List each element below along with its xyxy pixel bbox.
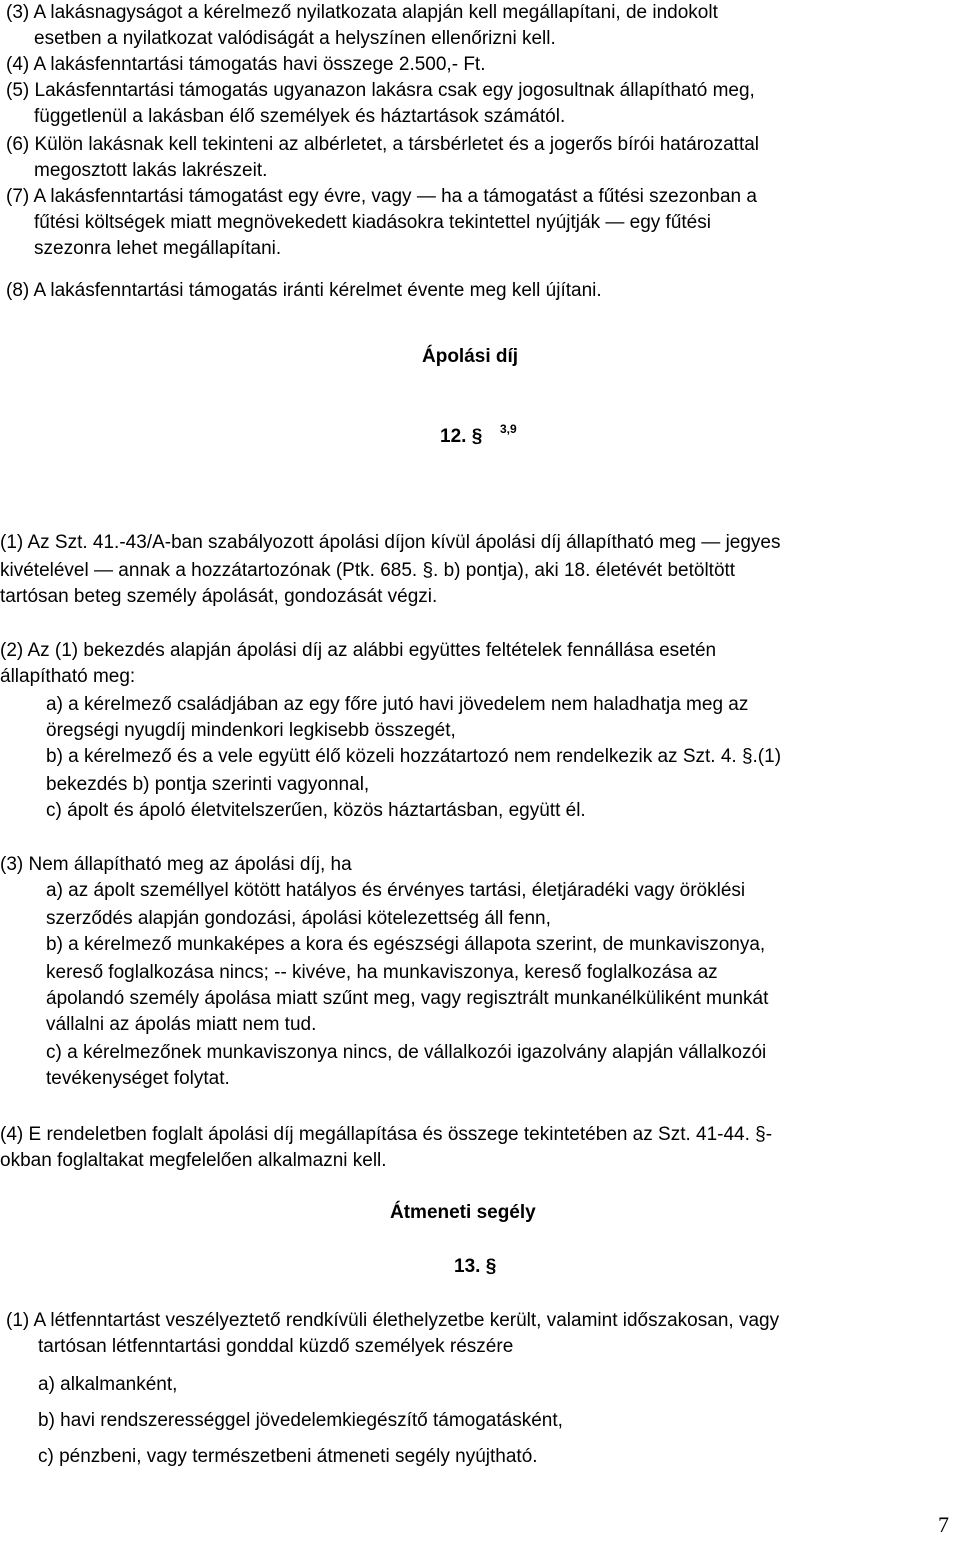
text-line: (2) Az (1) bekezdés alapján ápolási díj az alábbi együttes feltételek fennállása esetén bbox=[0, 640, 717, 661]
page-number: 7 bbox=[938, 1512, 949, 1537]
footnote-reference: 3,9 bbox=[500, 422, 517, 436]
text-line: okban foglaltakat megfelelően alkalmazni kell. bbox=[0, 1150, 387, 1171]
paragraph-number: 13. § bbox=[454, 1256, 497, 1277]
text-line: vállalni az ápolás miatt nem tud. bbox=[46, 1014, 317, 1035]
text-line: (7) A lakásfenntartási támogatást egy évre, vagy ― ha a támogatást a fűtési szezonban a bbox=[6, 186, 757, 207]
text-line: kereső foglalkozása nincs; -- kivéve, ha munkaviszonya, kereső foglalkozása az bbox=[46, 962, 718, 983]
text-line: b) a kérelmező munkaképes a kora és egészségi állapota szerint, de munkaviszonya, bbox=[46, 934, 766, 955]
text-line: állapítható meg: bbox=[0, 666, 136, 687]
text-line: (3) Nem állapítható meg az ápolási díj, ha bbox=[0, 854, 352, 875]
text-line: (6) Külön lakásnak kell tekinteni az albérletet, a társbérletet és a jogerős bírói határozattal bbox=[6, 134, 760, 155]
text-line: c) pénzbeni, vagy természetbeni átmeneti segély nyújtható. bbox=[38, 1446, 538, 1467]
text-line: megosztott lakás lakrészeit. bbox=[34, 160, 268, 181]
text-line: szezonra lehet megállapítani. bbox=[34, 238, 282, 259]
text-line: b) a kérelmező és a vele együtt élő közeli hozzátartozó nem rendelkezik az Szt. 4. §.(1) bbox=[46, 746, 782, 767]
text-line: a) alkalmanként, bbox=[38, 1374, 178, 1395]
text-line: c) ápolt és ápoló életvitelszerűen, közös háztartásban, együtt él. bbox=[46, 800, 586, 821]
section-heading: Átmeneti segély bbox=[390, 1202, 536, 1223]
text-line: esetben a nyilatkozat valódiságát a helyszínen ellenőrizni kell. bbox=[34, 28, 556, 49]
text-line: tevékenységet folytat. bbox=[46, 1068, 230, 1089]
text-line: bekezdés b) pontja szerinti vagyonnal, bbox=[46, 774, 370, 795]
text-line: tartósan létfenntartási gonddal küzdő személyek részére bbox=[38, 1336, 514, 1357]
text-line: (1) Az Szt. 41.-43/A-ban szabályozott ápolási díjon kívül ápolási díj állapítható meg ― jegyes bbox=[0, 532, 781, 553]
text-line: (8) A lakásfenntartási támogatás iránti kérelmet évente meg kell újítani. bbox=[6, 280, 602, 301]
section-heading: Ápolási díj bbox=[422, 346, 519, 367]
text-line: fűtési költségek miatt megnövekedett kiadásokra tekintettel nyújtják ― egy fűtési bbox=[34, 212, 711, 233]
text-line: c) a kérelmezőnek munkaviszonya nincs, de vállalkozói igazolvány alapján vállalkozói bbox=[46, 1042, 767, 1063]
text-line: (1) A létfenntartást veszélyeztető rendkívüli élethelyzetbe került, valamint időszakosan, vagy bbox=[6, 1310, 780, 1331]
text-line: b) havi rendszerességgel jövedelemkiegészítő támogatásként, bbox=[38, 1410, 563, 1431]
text-line: (5) Lakásfenntartási támogatás ugyanazon lakásra csak egy jogosultnak állapítható meg, bbox=[6, 80, 755, 101]
text-line: szerződés alapján gondozási, ápolási kötelezettség áll fenn, bbox=[46, 908, 551, 929]
text-line: kivételével ― annak a hozzátartozónak (Ptk. 685. §. b) pontja), aki 18. életévét betöltött bbox=[0, 560, 736, 581]
text-line: (4) E rendeletben foglalt ápolási díj megállapítása és összege tekintetében az Szt. 41-44. §- bbox=[0, 1124, 773, 1145]
text-line: a) a kérelmező családjában az egy főre jutó havi jövedelem nem haladhatja meg az bbox=[46, 694, 749, 715]
text-line: ápolandó személy ápolása miatt szűnt meg, vagy regisztrált munkanélküliként munkát bbox=[46, 988, 769, 1009]
paragraph-number: 12. § bbox=[440, 426, 483, 447]
text-line: függetlenül a lakásban élő személyek és háztartások számától. bbox=[34, 106, 566, 127]
text-line: (3) A lakásnagyságot a kérelmező nyilatkozata alapján kell megállapítani, de indokolt bbox=[6, 2, 718, 23]
text-line: öregségi nyugdíj mindenkori legkisebb összegét, bbox=[46, 720, 456, 741]
text-line: a) az ápolt személlyel kötött hatályos és érvényes tartási, életjáradéki vagy öröklési bbox=[46, 880, 746, 901]
text-line: (4) A lakásfenntartási támogatás havi összege 2.500,- Ft. bbox=[6, 54, 486, 75]
text-line: tartósan beteg személy ápolását, gondozását végzi. bbox=[0, 586, 438, 607]
